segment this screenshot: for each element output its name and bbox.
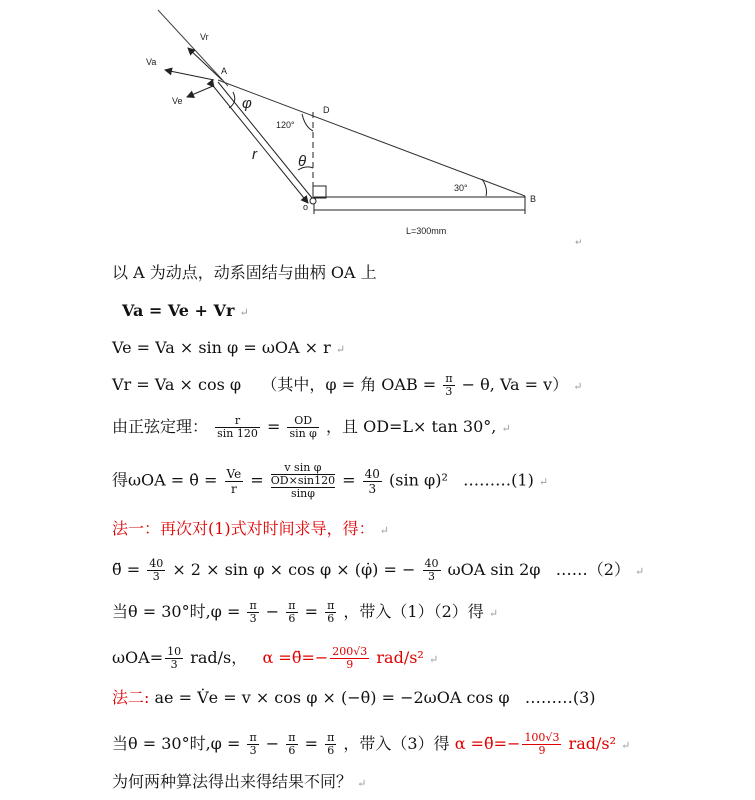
intro-text: 以 A 为动点，动系固结与曲柄 OA 上	[112, 263, 377, 282]
para-mark: ↵	[239, 306, 249, 319]
line-intro	[112, 263, 377, 283]
forty-over-three-3: $\frac{40}{3}$	[424, 557, 439, 583]
para-mark: ↵	[335, 343, 346, 356]
pi-over-6: $\frac{\pi}{6}$	[288, 599, 296, 625]
line-theta-30-b: 当θ = 30°时,φ = $\frac{\pi}{3}$ − $\frac{\pi}{6}$ = $\frac{\pi}{6}$ ，带入（3）得 α =θ̈=− $\frac{100√3}{9}$ rad/s² ↵	[112, 731, 631, 757]
label-ve: Ve	[172, 96, 183, 106]
para-mark: ↵	[488, 607, 499, 620]
alpha-unit-b: rad/s²	[568, 734, 616, 753]
theta-30-label-b: 当θ = 30°时,φ =	[112, 734, 241, 753]
method-1-title: 法一：再次对(1)式对时间求导，得：	[112, 519, 375, 538]
line-vr	[112, 373, 583, 398]
line-ad-b	[218, 80, 525, 196]
label-b: B	[530, 194, 537, 204]
ve-over-r: $\frac{Ve}{r}$	[226, 466, 242, 496]
ve-arrow	[187, 86, 213, 97]
sin-phi-squared: (sin φ)²	[389, 470, 448, 490]
sine-law-label: 由正弦定理：	[112, 417, 209, 436]
n200-over-9: $\frac{200√3}{9}$	[332, 645, 368, 671]
omega-oa-label: 得ωOA = θ̇ =	[112, 470, 218, 490]
para-mark: ↵	[428, 653, 439, 666]
label-r: r	[252, 146, 257, 163]
right-angle-mark	[313, 186, 326, 198]
pi-over-3-b: $\frac{\pi}{3}$	[249, 599, 257, 625]
line-sine-law: 由正弦定理： $\frac{r}{\sin 120}$ = $\frac{OD}{\text{sin φ}}$ ，且 OD=L× tan 30°, ↵	[112, 414, 511, 440]
pi-over-6-b: $\frac{\pi}{6}$	[327, 599, 335, 625]
line-theta-ddot	[112, 558, 644, 583]
label-length: L=300mm	[406, 226, 447, 236]
pi-over-6-d: $\frac{\pi}{6}$	[327, 731, 335, 757]
phi-arc	[229, 92, 235, 108]
method-2-title: 法二:	[112, 688, 150, 707]
ae-equation: ae = V̇e = v × cos φ × (−θ̇) = −2ωOA cos φ	[154, 688, 510, 707]
label-vr: Vr	[200, 32, 209, 42]
label-theta: θ	[298, 153, 307, 170]
crank-oa	[214, 87, 308, 203]
eq-number-3: ………(3)	[524, 688, 596, 707]
forty-over-three-2: $\frac{40}{3}$	[149, 557, 164, 583]
label-30: 30°	[454, 183, 468, 193]
para-mark: ↵	[573, 380, 583, 393]
theta-ddot-label: θ̈ =	[112, 560, 141, 579]
complex-fraction: v sin φ OD×sin120 sinφ	[270, 461, 336, 500]
line-ab	[158, 10, 228, 86]
para-mark: ↵	[538, 475, 549, 489]
ve-equation: Ve = Va × sin φ = ωOA × r	[112, 338, 331, 357]
velocity-sum-eq: Va = Ve + Vr	[122, 301, 235, 320]
vr-equation: Vr = Va × cos φ	[112, 375, 242, 394]
label-phi: φ	[242, 95, 252, 112]
va-equals-v: Va = v）	[499, 375, 569, 394]
od-over-sinphi: $\frac{OD}{\text{sin φ}}$	[289, 414, 317, 440]
label-a: A	[221, 66, 228, 76]
vr-arrow	[188, 48, 222, 80]
line-question	[112, 772, 366, 794]
n100-over-9: $\frac{100√3}{9}$	[524, 731, 560, 757]
para-mark: ↵	[621, 739, 631, 752]
phi-definition: （其中，φ = 角 OAB =	[261, 375, 437, 394]
para-mark: ↵	[357, 777, 367, 790]
derivative-expression: × 2 × sin φ × cos φ × (φ̇) = −	[172, 560, 416, 579]
label-o: o	[303, 202, 309, 212]
label-120: 120°	[276, 120, 295, 130]
para-mark: ↵	[379, 524, 389, 537]
substitute-1-2: ，带入（1）（2）得	[343, 602, 484, 621]
line-method-2	[112, 688, 596, 708]
pi-over-3: $\frac{\pi}{3}$	[445, 372, 453, 398]
r-over-sin120: $\frac{r}{\sin 120}$	[217, 414, 258, 440]
line-velocity-sum	[122, 301, 249, 323]
label-va: Va	[146, 57, 157, 67]
substitute-3: ，带入（3）得	[343, 734, 450, 753]
alpha-label-b: α =θ̈=−	[454, 734, 521, 753]
line-method-1	[112, 519, 389, 541]
alpha-unit: rad/s²	[376, 648, 424, 667]
joint-o	[310, 198, 316, 204]
pi-over-3-c: $\frac{\pi}{3}$	[249, 731, 257, 757]
va-arrow	[165, 70, 214, 80]
forty-over-three: $\frac{40}{3}$	[364, 466, 380, 496]
label-d: D	[323, 105, 330, 115]
eq-number-1: ………(1)	[463, 470, 534, 490]
para-mark: ↵	[575, 237, 583, 247]
para-mark: ↵	[501, 422, 511, 435]
line-theta-30-a: 当θ = 30°时,φ = $\frac{\pi}{3}$ − $\frac{\pi}{6}$ = $\frac{\pi}{6}$ ，带入（1）（2）得 ↵	[112, 599, 499, 625]
omega-sin-2phi: ωOA sin 2φ	[447, 560, 541, 579]
crank-oa-2	[218, 82, 312, 198]
pi-over-6-c: $\frac{\pi}{6}$	[288, 731, 296, 757]
line-omega-oa: 得ωOA = θ̇ = $\frac{Ve}{r}$ = v sin φ OD×sin120 sinφ = $\frac{40}{3}$ (sin φ)² ………(1) ↵	[112, 461, 549, 500]
eq-number-2: ……（2）	[555, 560, 630, 579]
rad-per-s: rad/s，	[190, 648, 248, 667]
theta-30-label: 当θ = 30°时,φ =	[112, 602, 241, 621]
od-definition: ，且 OD=L× tan 30°,	[325, 417, 497, 436]
ten-over-three: $\frac{10}{3}$	[167, 645, 182, 671]
omega-oa-eq: ωOA=	[112, 648, 164, 667]
line-ve	[112, 338, 345, 360]
mechanism-diagram	[0, 0, 583, 250]
para-mark: ↵	[635, 565, 645, 578]
line-result-1	[112, 646, 438, 671]
minus-theta: − θ,	[461, 375, 495, 394]
alpha-label: α =θ̈=−	[262, 648, 329, 667]
angle-120-arc	[302, 114, 313, 131]
question-text: 为何两种算法得出来得结果不同？	[112, 772, 353, 791]
